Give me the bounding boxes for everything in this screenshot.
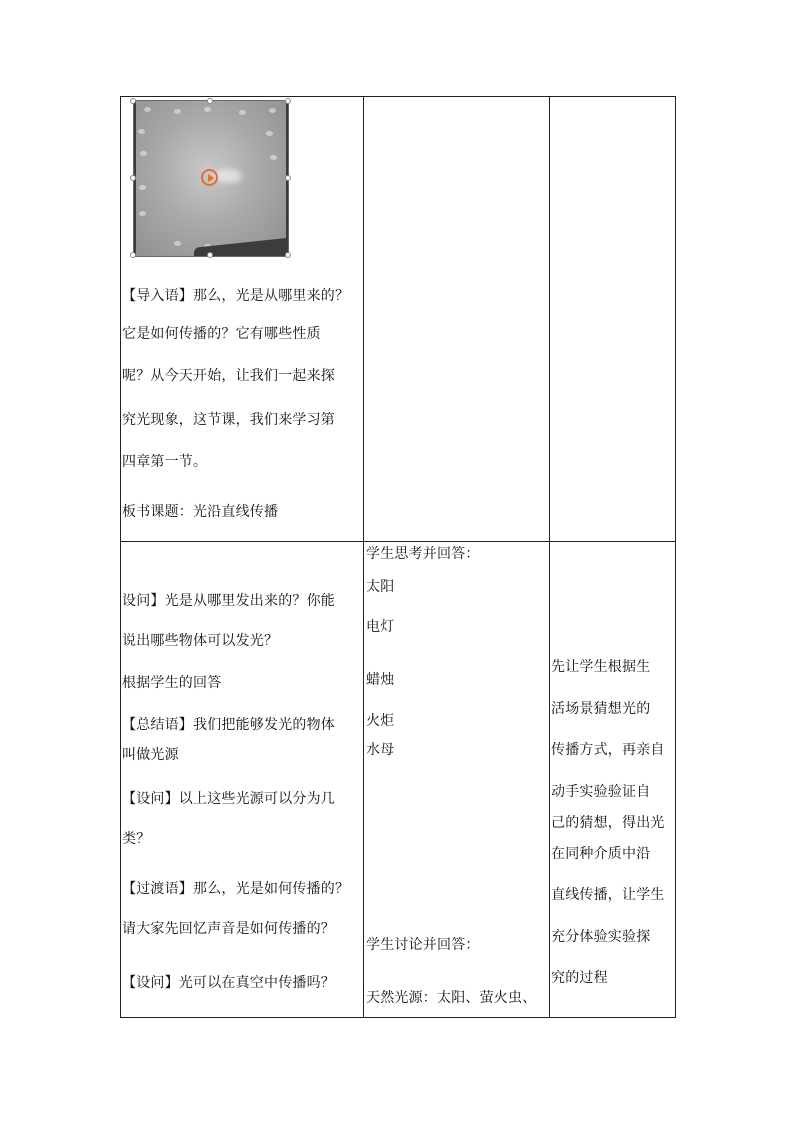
lesson-text: 呢？从今天开始，让我们一起来探	[122, 368, 335, 384]
lesson-text: 究光现象，这节课，我们来学习第	[122, 412, 335, 428]
resize-handle[interactable]	[130, 98, 136, 104]
resize-handle[interactable]	[130, 175, 136, 181]
teacher-activity-text: 【总结语】我们把能够发光的物体	[122, 717, 335, 733]
teacher-activity-text: 请大家先回忆声音是如何传播的？	[122, 921, 335, 937]
table-border-left	[120, 96, 121, 1018]
lesson-text: 它是如何传播的？它有哪些性质	[122, 326, 321, 342]
table-column-divider	[549, 96, 550, 1018]
design-intent-text: 在同种介质中沿	[551, 846, 651, 862]
teacher-activity-text: 叫做光源	[122, 747, 179, 763]
teacher-activity-text: 设问】光是从哪里发出来的？你能	[122, 593, 335, 609]
table-border-bottom	[120, 1017, 676, 1018]
student-activity-text: 蜡烛	[366, 672, 395, 688]
design-intent-text: 究的过程	[551, 970, 608, 986]
table-border-top	[120, 96, 676, 97]
design-intent-text: 先让学生根据生	[551, 659, 651, 675]
student-activity-text: 火炬	[366, 713, 395, 729]
design-intent-text: 己的猜想，得出光	[551, 815, 665, 831]
student-activity-text: 学生讨论并回答：	[366, 937, 480, 953]
resize-handle[interactable]	[207, 98, 213, 104]
student-activity-text: 水母	[366, 742, 395, 758]
lesson-text: 四章第一节。	[122, 454, 208, 470]
design-intent-text: 直线传播，让学生	[551, 887, 665, 903]
play-icon[interactable]	[201, 169, 218, 186]
resize-handle[interactable]	[285, 252, 291, 258]
student-activity-text: 电灯	[366, 619, 395, 635]
lesson-title-text: 板书课题：光沿直线传播	[122, 504, 279, 520]
student-activity-text: 太阳	[366, 579, 395, 595]
design-intent-text: 动手实验验证自	[551, 784, 651, 800]
table-column-divider	[363, 96, 364, 1018]
teacher-activity-text: 根据学生的回答	[122, 675, 222, 691]
table-border-right	[675, 96, 676, 1018]
lesson-text: 【导入语】那么，光是从哪里来的？	[122, 288, 350, 304]
teacher-activity-text: 【过渡语】那么，光是如何传播的？	[122, 881, 350, 897]
teacher-activity-text: 【设问】以上这些光源可以分为几	[122, 791, 335, 807]
design-intent-text: 传播方式，再亲自	[551, 742, 665, 758]
teacher-activity-text: 【设问】光可以在真空中传播吗？	[122, 975, 335, 991]
video-thumbnail[interactable]	[133, 100, 289, 257]
design-intent-text: 活场景猜想光的	[551, 701, 651, 717]
table-row-divider	[120, 541, 676, 542]
teacher-activity-text: 说出哪些物体可以发光？	[122, 633, 279, 649]
design-intent-text: 充分体验实验探	[551, 929, 651, 945]
student-activity-text: 天然光源：太阳、萤火虫、	[366, 990, 537, 1006]
resize-handle[interactable]	[285, 98, 291, 104]
teacher-activity-text: 类？	[122, 831, 151, 847]
resize-handle[interactable]	[130, 252, 136, 258]
student-activity-text: 学生思考并回答：	[366, 546, 480, 562]
resize-handle[interactable]	[285, 175, 291, 181]
resize-handle[interactable]	[207, 252, 213, 258]
